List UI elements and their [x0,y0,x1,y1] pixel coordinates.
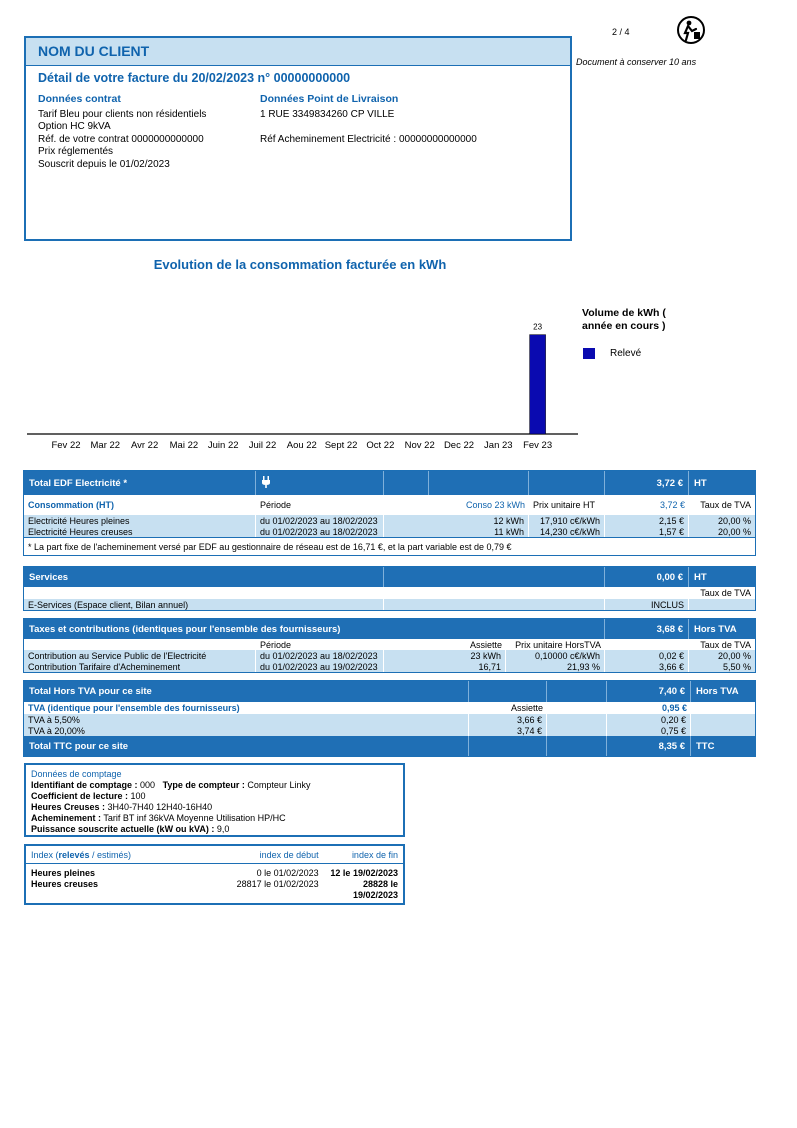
x-tick-label: Mar 22 [90,440,121,451]
hors-tva-value: 7,40 € [607,681,691,702]
hors-tva-label: Total Hors TVA pour ce site [24,681,469,702]
table-row: Electricité Heures creuses du 01/02/2023 au 18/02/2023 11 kWh 14,230 c€/kWh 1,57 € 20,00 % [24,526,755,537]
table-row: Heures pleines 0 le 01/02/2023 12 le 19/02/2023 [31,868,398,878]
data-label: 23 [533,322,543,332]
taxes-total-unit: Hors TVA [694,623,737,635]
edf-total-unit: HT [694,477,707,489]
edf-title: Total EDF Electricité * [24,471,256,495]
x-tick-label: Oct 22 [366,440,395,451]
delivery-data [260,93,477,146]
invoice-title: Détail de votre facture du 20/02/2023 n° 00000000000 [38,71,351,85]
taxes-header [24,619,755,639]
index-header: Index (relevés / estimés) index de début index de fin [26,846,403,864]
edf-note: * La part fixe de l'acheminement versé par EDF au gestionnaire de réseau est de 16,71 €, et la part variable est de 0,79 € [28,541,512,552]
hors-tva-bar [24,681,755,702]
edf-sum: 3,72 € [659,500,685,510]
client-name: NOM DU CLIENT [38,43,150,59]
edf-columns [24,495,755,515]
table-row: Contribution Tarifaire d'Acheminement du 01/02/2023 au 19/02/2023 16,71 21,93 % 3,66 € 5,50 % [24,661,755,672]
legend-label: Relevé [610,348,642,359]
ttc-unit: TTC [696,740,715,752]
contract-line: Prix réglementés [38,146,114,157]
services-title: Services [24,567,384,587]
periode-label: Période [260,500,292,510]
contract-line: Option HC 9kVA [38,121,111,132]
taxes-title: Taxes et contributions (identiques pour l'ensemble des fournisseurs) [24,619,605,639]
legend-swatch [583,348,595,359]
tva-total: 0,95 € [661,703,687,713]
edf-section [23,470,756,556]
x-tick-label: Aou 22 [286,440,317,451]
consumption-chart [22,300,582,460]
contract-data [38,93,206,171]
comptage-title: Données de comptage [31,769,122,779]
x-tick-label: Nov 22 [404,440,435,451]
table-row: Heures creuses 28817 le 01/02/2023 28828 le 19/02/2023 [31,879,398,900]
services-header [24,567,755,587]
table-row: Electricité Heures pleines du 01/02/2023 au 18/02/2023 12 kWh 17,910 c€/kWh 2,15 € 20,00 % [24,515,755,526]
services-total-unit: HT [694,571,707,583]
edf-header [24,471,755,495]
ttc-bar [24,736,755,756]
keep-note: Document à conserver 10 ans [576,57,697,67]
delivery-address: 1 RUE 3349834260 CP VILLE [260,108,395,120]
bar [530,335,546,434]
x-tick-label: Mai 22 [169,440,199,451]
contract-line: Tarif Bleu pour clients non résidentiels [38,108,207,120]
table-row: E-Services (Espace client, Bilan annuel) INCLUS [24,599,755,610]
x-tick-label: Juin 22 [207,440,239,451]
delivery-ref: Réf Acheminement Electricité : 00000000000000 [260,133,477,145]
delivery-title: Données Point de Livraison [260,93,399,105]
x-tick-label: Fev 22 [51,440,81,451]
prix-label: Prix unitaire HT [533,500,596,510]
recycle-person-icon [676,15,706,47]
ttc-label: Total TTC pour ce site [24,736,469,756]
x-tick-label: Dec 22 [443,440,475,451]
contract-title: Données contrat [38,93,121,105]
table-row: TVA à 20,00% 3,74 € 0,75 € [24,725,755,736]
legend-title [582,307,682,333]
contract-line: Réf. de votre contrat 0000000000000 [38,133,204,145]
client-header [26,38,570,66]
table-row: Contribution au Service Public de l'Electricité du 01/02/2023 au 18/02/2023 23 kWh 0,10000 c€/kWh 0,02 € 20,00 % [24,650,755,661]
x-tick-label: Jan 23 [484,440,513,451]
x-tick-label: Fev 23 [523,440,553,451]
legend-title-text: Volume de kWh ( année en cours ) [582,307,666,332]
comptage-box: Données de comptage Identifiant de comptage : 000 Type de compteur : Compteur Linky Coefficient de lecture : 100 Heures Creuses : 3H40-7H40 12H40-16H40 Acheminement : Tarif BT inf 36kVA Moyenne Utilisation HP/HC Puissance souscrite actuelle (kW ou kVA) : 9,0 [24,763,405,837]
index-box [24,844,405,905]
edf-plug-cell [256,471,384,495]
taxes-section: Taxes et contributions (identiques pour l'ensemble des fournisseurs) 3,68 € Hors TVA Période Assiette Prix unitaire HorsTVA Taux de TVA Contribution au Service Public de l'Electricité du 01/02/2023 au 18/02/2023 23 kWh 0,10000 c€/kWh 0,02 € 20,00 % Contribution Tarifaire d'Acheminement du 01/02/2023 au 19/02/2023 16,71 21,93 % 3,66 € 5,50 % [23,618,756,673]
services-section [23,566,756,611]
plug-icon [261,476,271,491]
table-row: TVA à 5,50% 3,66 € 0,20 € [24,714,755,725]
services-tva-label: Taux de TVA [700,588,751,598]
ttc-value: 8,35 € [607,736,691,756]
x-tick-label: Sept 22 [324,440,358,451]
taxes-total: 3,68 € [605,619,689,639]
client-box [24,36,572,241]
edf-note-row [24,537,755,555]
contract-line: Souscrit depuis le 01/02/2023 [38,158,170,170]
conso-total: Conso 23 kWh [465,500,525,510]
tva-title: TVA (identique pour l'ensemble des fournisseurs) [28,703,240,713]
x-tick-label: Juil 22 [248,440,277,451]
x-tick-label: Avr 22 [130,440,159,451]
conso-label: Consommation (HT) [28,500,114,510]
services-total: 0,00 € [605,567,689,587]
hors-tva-unit: Hors TVA [696,686,739,697]
chart-title: Evolution de la consommation facturée en kWh [153,257,447,272]
totals-section: Total Hors TVA pour ce site 7,40 € Hors TVA TVA (identique pour l'ensemble des fournisseurs) Assiette 0,95 € TVA à 5,50% 3,66 € 0,20 € TVA à 20,00% 3,74 € 0,75 € Total TTC pour ce site 8,35 € TTC [23,680,756,757]
edf-total: 3,72 € [605,471,689,495]
page-number: 2 / 4 [612,27,630,37]
tva-label: Taux de TVA [700,500,751,510]
